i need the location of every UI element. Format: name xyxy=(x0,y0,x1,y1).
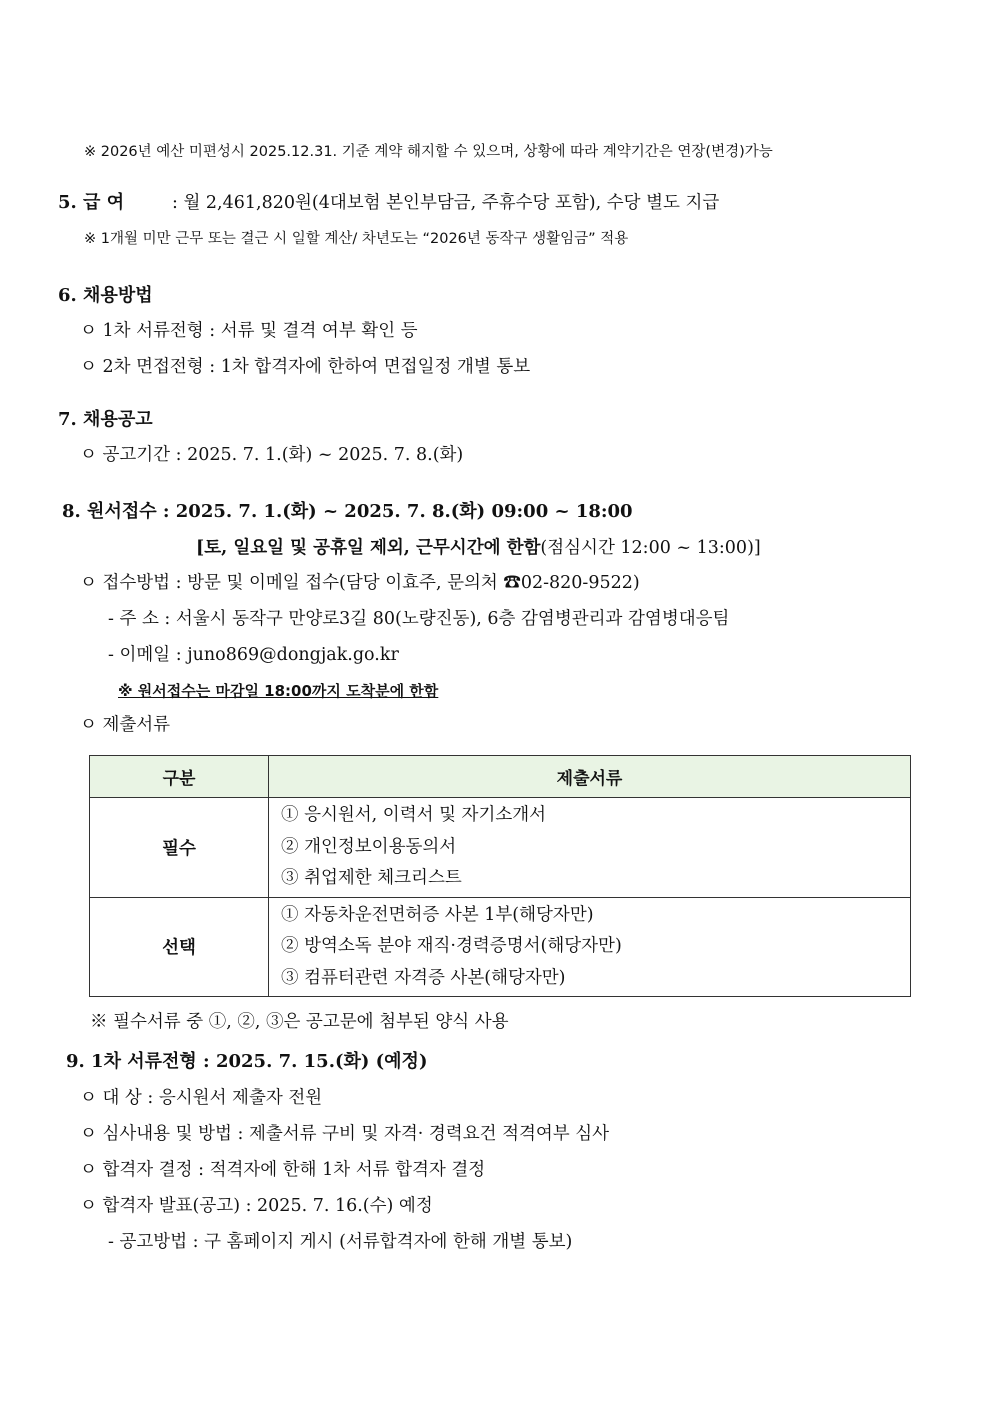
section-6-heading: 6. 채용방법 xyxy=(58,285,153,306)
sec9-item: ㅇ 대 상 : 응시원서 제출자 전원 xyxy=(80,1088,323,1108)
submit-address: - 주 소 : 서울시 동작구 만양로3길 80(노량진동), 6층 감염병관리과 감염병대응팀 xyxy=(108,609,730,629)
table-header: 제출서류 xyxy=(269,756,911,798)
table-items xyxy=(269,798,911,898)
list-item: ① 자동차운전면허증 사본 1부(해당자만) xyxy=(281,904,594,925)
list-item: ① 응시원서, 이력서 및 자기소개서 xyxy=(281,805,547,825)
documents-table xyxy=(89,755,911,997)
salary-text: : 월 2,461,820원(4대보험 본인부담금, 주휴수당 포함), 수당 별도 지급 xyxy=(172,193,720,213)
budget-note: ※ 2026년 예산 미편성시 2025.12.31. 기준 계약 해지할 수 있으며, 상황에 따라 계약기간은 연장(변경)가능 xyxy=(84,144,773,160)
sec9-item: ㅇ 합격자 발표(공고) : 2025. 7. 16.(수) 예정 xyxy=(80,1196,433,1216)
table-header: 구분 xyxy=(90,756,269,798)
sec9-sub: - 공고방법 : 구 홈페이지 게시 (서류합격자에 한해 개별 통보) xyxy=(108,1232,573,1252)
table-note: ※ 필수서류 중 ①, ②, ③은 공고문에 첨부된 양식 사용 xyxy=(90,1012,509,1032)
section-8-heading: 8. 원서접수 : 2025. 7. 1.(화) ~ 2025. 7. 8.(화) 09:00 ~ 18:00 xyxy=(62,501,633,522)
list-item: ② 방역소독 분야 재직·경력증명서(해당자만) xyxy=(281,936,622,956)
list-item: ② 개인정보이용동의서 xyxy=(281,836,457,857)
sec6-item: ㅇ 2차 면접전형 : 1차 합격자에 한하여 면접일정 개별 통보 xyxy=(80,357,531,377)
list-item: ③ 취업제한 체크리스트 xyxy=(281,868,462,888)
deadline-note: ※ 원서접수는 마감일 18:00까지 도착분에 한함 xyxy=(118,682,439,700)
sec8-sub-bold: [토, 일요일 및 공휴일 제외, 근무시간에 한함 xyxy=(196,538,541,558)
list-item: ③ 컴퓨터관련 자격증 사본(해당자만) xyxy=(281,967,566,988)
section-7-heading: 7. 채용공고 xyxy=(58,409,153,430)
section-5-heading: 5. 급 여 xyxy=(58,192,125,213)
sec8-subheading xyxy=(196,536,761,560)
sec6-item: ㅇ 1차 서류전형 : 서류 및 결격 여부 확인 등 xyxy=(80,321,418,341)
table-row xyxy=(90,798,911,898)
table-items xyxy=(269,897,911,997)
sec8-sub-rest: (점심시간 12:00 ~ 13:00)] xyxy=(540,538,761,558)
sec9-item: ㅇ 합격자 결정 : 적격자에 한해 1차 서류 합격자 결정 xyxy=(80,1160,486,1180)
table-header-row xyxy=(90,756,911,798)
docs-label: ㅇ 제출서류 xyxy=(80,715,171,735)
table-row xyxy=(90,897,911,997)
salary-note: ※ 1개월 미만 근무 또는 결근 시 일할 계산/ 차년도는 “2026년 동작구 생활임금” 적용 xyxy=(84,231,629,247)
submit-email: - 이메일 : juno869@dongjak.go.kr xyxy=(108,645,399,665)
submit-method: ㅇ 접수방법 : 방문 및 이메일 접수(담당 이효주, 문의처 ☎02-820-9522) xyxy=(80,573,640,593)
sec7-item: ㅇ 공고기간 : 2025. 7. 1.(화) ~ 2025. 7. 8.(화) xyxy=(80,445,464,465)
sec9-item: ㅇ 심사내용 및 방법 : 제출서류 구비 및 자격· 경력요건 적격여부 심사 xyxy=(80,1124,610,1144)
section-9-heading: 9. 1차 서류전형 : 2025. 7. 15.(화) (예정) xyxy=(66,1051,428,1072)
table-category: 필수 xyxy=(90,798,269,898)
table-category: 선택 xyxy=(90,897,269,997)
